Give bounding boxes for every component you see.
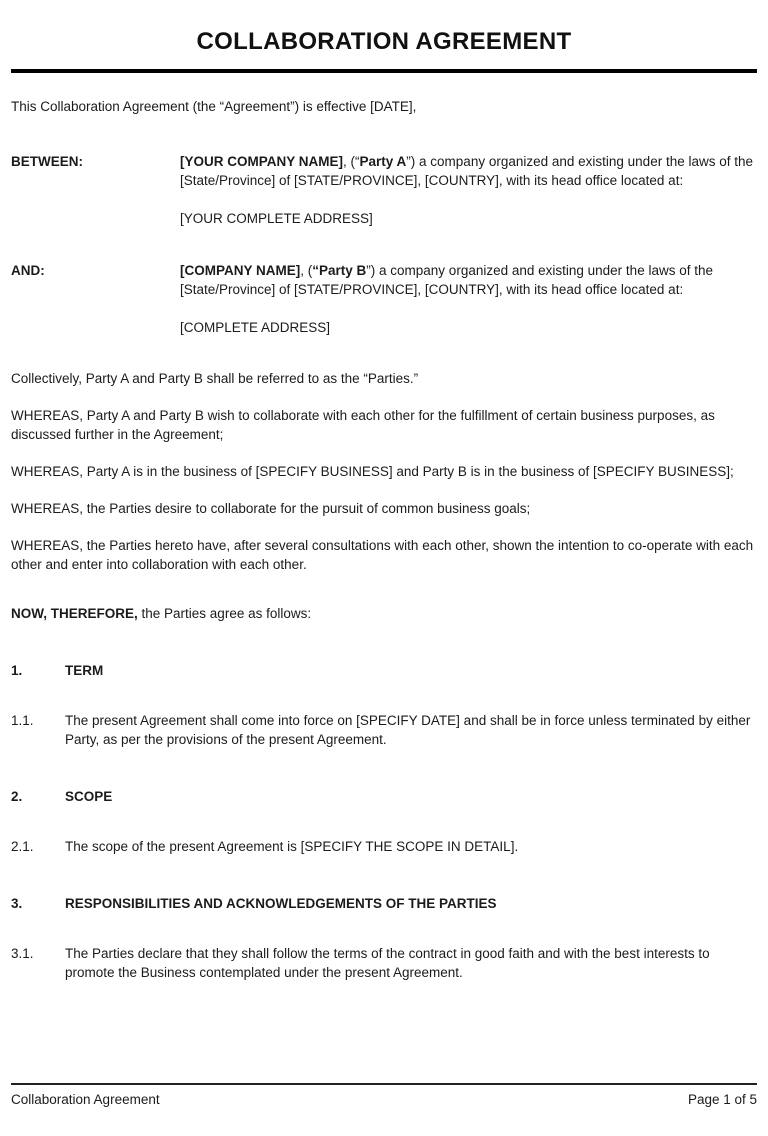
between-block bbox=[11, 152, 757, 190]
section-heading-scope bbox=[11, 787, 757, 806]
and-label: AND: bbox=[11, 263, 45, 278]
section-number: 1. bbox=[11, 663, 23, 678]
page-title: COLLABORATION AGREEMENT bbox=[196, 28, 572, 55]
footer-document-name: Collaboration Agreement bbox=[11, 1092, 160, 1107]
between-separator: , (“ bbox=[343, 154, 360, 169]
section-number: 3. bbox=[11, 896, 23, 911]
party-b-ref: “Party B bbox=[312, 263, 367, 278]
and-text bbox=[180, 261, 757, 299]
intro-paragraph: This Collaboration Agreement (the “Agreement”) is effective [DATE], bbox=[11, 99, 417, 114]
whereas-paragraph: WHEREAS, the Parties hereto have, after several consultations with each other, shown the intention to co-operate with each other and enter into collaboration with each other. bbox=[11, 538, 754, 572]
clause-2-1 bbox=[11, 837, 757, 856]
section-title: TERM bbox=[65, 663, 104, 678]
party-b-address: [COMPLETE ADDRESS] bbox=[180, 320, 331, 335]
clause-number: 3.1. bbox=[11, 946, 34, 961]
now-therefore-rest: the Parties agree as follows: bbox=[137, 606, 312, 621]
section-heading-term bbox=[11, 661, 757, 680]
party-a-description: ”) a company organized and existing under the laws of the [State/Province] of [STATE/PROVINCE], [COUNTRY], with its head office located at: bbox=[180, 154, 753, 188]
footer-rule bbox=[11, 1083, 757, 1085]
between-text bbox=[180, 152, 757, 190]
section-heading-responsibilities bbox=[11, 894, 757, 913]
clause-text: The present Agreement shall come into force on [SPECIFY DATE] and shall be in force unless terminated by either Party, as per the provisions of the present Agreement. bbox=[65, 713, 751, 747]
collectively-paragraph: Collectively, Party A and Party B shall be referred to as the “Parties.” bbox=[11, 371, 419, 386]
and-separator: , ( bbox=[300, 263, 313, 278]
now-therefore-bold: NOW, THEREFORE, bbox=[11, 606, 138, 621]
whereas-paragraph: WHEREAS, the Parties desire to collaborate for the pursuit of common business goals; bbox=[11, 501, 531, 516]
clause-text: The scope of the present Agreement is [SPECIFY THE SCOPE IN DETAIL]. bbox=[65, 839, 519, 854]
section-title: RESPONSIBILITIES AND ACKNOWLEDGEMENTS OF THE PARTIES bbox=[65, 896, 497, 911]
page-footer bbox=[11, 1083, 757, 1109]
between-label: BETWEEN: bbox=[11, 154, 83, 169]
party-a-company-name: [YOUR COMPANY NAME] bbox=[180, 154, 344, 169]
section-title: SCOPE bbox=[65, 789, 113, 804]
whereas-paragraph: WHEREAS, Party A and Party B wish to collaborate with each other for the fulfillment of certain business purposes, as discussed further in the Agreement; bbox=[11, 408, 715, 442]
party-a-ref: Party A bbox=[359, 154, 407, 169]
party-b-description: ”) a company organized and existing under the laws of the [State/Province] of [STATE/PROVINCE], [COUNTRY], with its head office located at: bbox=[180, 263, 713, 297]
party-a-address: [YOUR COMPLETE ADDRESS] bbox=[180, 211, 373, 226]
clause-number: 1.1. bbox=[11, 713, 34, 728]
party-b-company-name: [COMPANY NAME] bbox=[180, 263, 301, 278]
clause-1-1 bbox=[11, 711, 757, 749]
clause-3-1 bbox=[11, 944, 757, 982]
title-rule bbox=[11, 69, 757, 73]
footer-page-number: Page 1 of 5 bbox=[687, 1092, 757, 1107]
clause-text: The Parties declare that they shall follow the terms of the contract in good faith and with the best interests to promote the Business contemplated under the present Agreement. bbox=[65, 946, 710, 980]
document-page bbox=[0, 28, 768, 1136]
and-block bbox=[11, 261, 757, 299]
section-number: 2. bbox=[11, 789, 23, 804]
now-therefore-paragraph bbox=[11, 604, 757, 623]
whereas-paragraph: WHEREAS, Party A is in the business of [SPECIFY BUSINESS] and Party B is in the business of [SPECIFY BUSINESS]; bbox=[11, 464, 734, 479]
clause-number: 2.1. bbox=[11, 839, 34, 854]
